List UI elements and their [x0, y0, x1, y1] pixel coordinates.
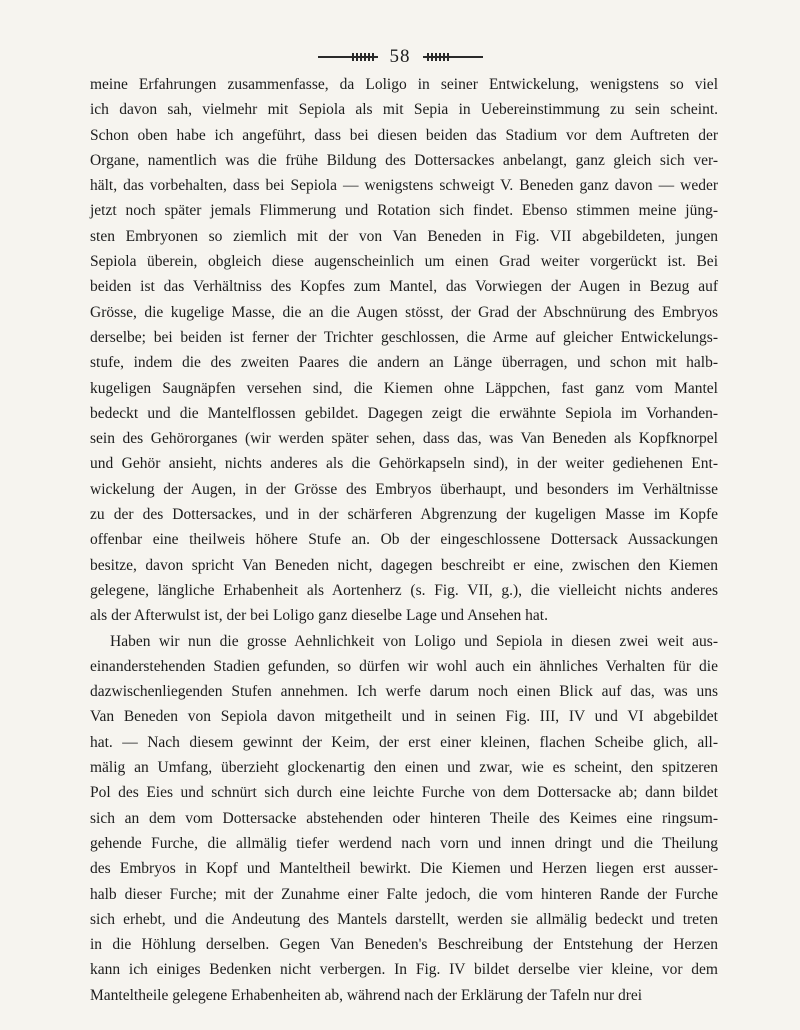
- text-line: jetzt noch später jemals Flimmerung und Rotation sich findet. Ebenso stimmen meine jüng-: [90, 202, 718, 220]
- text-line: kugeligen Saugnäpfen versehen sind, die Kiemen ohne Läppchen, fast ganz vom Mantel: [90, 379, 718, 397]
- text-line: stufe, indem die des zweiten Paares die andern an Länge überragen, und schon mit halb-: [90, 354, 718, 372]
- text-line: gehende Furche, die allmälig tiefer werdend nach vorn und innen dringt und die Theilung: [90, 834, 718, 852]
- text-line: Sepiola überein, obgleich diese augenscheinlich um einen Grad weiter vorgerückt ist. Bei: [90, 253, 718, 271]
- text-line: hält, das vorbehalten, dass bei Sepiola — wenigstens schweigt V. Beneden ganz davon — weder: [90, 177, 718, 195]
- text-line: sten Embryonen so ziemlich mit der von Van Beneden in Fig. VII abgebildeten, jungen: [90, 227, 718, 245]
- text-line: dazwischenliegenden Stufen annehmen. Ich werfe darum noch einen Blick auf das, was uns: [90, 683, 718, 701]
- text-line: beiden ist das Verhältniss des Kopfes zum Mantel, das Vorwiegen der Augen in Bezug auf: [90, 278, 718, 296]
- text-line: bedeckt und die Mantelflossen gebildet. Dagegen zeigt die erwähnte Sepiola im Vorhanden-: [90, 404, 718, 422]
- ornament-right-icon: [423, 52, 483, 62]
- text-line: sich erhebt, und die Andeutung des Mantels darstellt, werden sie allmälig bedeckt und treten: [90, 910, 718, 928]
- text-line: Manteltheile gelegene Erhabenheiten ab, während nach der Erklärung der Tafeln nur drei: [90, 986, 643, 1004]
- text-line: halb dieser Furche; mit der Zunahme einer Falte jedoch, die vom hinteren Rande der Furche: [90, 885, 718, 903]
- text-line: ich davon sah, vielmehr mit Sepiola als mit Sepia in Uebereinstimmung zu sein scheint.: [90, 101, 718, 119]
- text-line: derselbe; bei beiden ist ferner der Trichter geschlossen, die Arme auf gleicher Entwickelungs-: [90, 328, 718, 346]
- body-text: [90, 72, 718, 1008]
- text-line: des Embryos in Kopf und Manteltheil bewirkt. Die Kiemen und Herzen liegen erst ausser-: [90, 860, 718, 878]
- page-header: [0, 46, 800, 68]
- ornament-left-icon: [318, 52, 378, 62]
- text-line: meine Erfahrungen zusammenfasse, da Loligo in seiner Entwickelung, wenigstens so viel: [90, 76, 718, 93]
- text-line: Schon oben habe ich angeführt, dass bei diesen beiden das Stadium vor dem Auftreten der: [90, 126, 718, 144]
- text-line: Grösse, die kugelige Masse, die an die Augen stösst, der Grad der Abschnürung des Embryos: [90, 303, 718, 321]
- text-line: offenbar eine theilweis höhere Stufe an. Ob der eingeschlossene Dottersack Aussackungen: [90, 531, 718, 549]
- text-line: mälig an Umfang, überzieht glockenartig den einen und zwar, wie es scheint, den spitzeren: [90, 759, 718, 777]
- text-line: Haben wir nun die grosse Aehnlichkeit von Loligo und Sepiola in diesen zwei weit aus-: [110, 632, 718, 650]
- text-line: gelegene, längliche Erhabenheit als Aortenherz (s. Fig. VII, g.), die vielleicht nichts anderes: [90, 581, 718, 599]
- text-line: Pol des Eies und schnürt sich durch eine leichte Furche von dem Dottersacke ab; dann bildet: [90, 784, 718, 802]
- text-line: wickelung der Augen, in der Grösse des Embryos überhaupt, und besonders im Verhältnisse: [90, 480, 718, 498]
- text-line: sich an dem vom Dottersacke abstehenden oder hinteren Theile des Keimes eine ringsum-: [90, 809, 718, 827]
- text-line: kann ich einiges Bedenken nicht verbergen. In Fig. IV bildet derselbe vier kleine, vor dem: [90, 961, 718, 979]
- text-line: besitze, davon spricht Van Beneden nicht, dagegen beschreibt er eine, zwischen den Kiemen: [90, 556, 718, 574]
- text-line: zu der des Dottersackes, und in der schärferen Abgrenzung der kugeligen Masse im Kopfe: [90, 506, 718, 524]
- text-line: Van Beneden von Sepiola davon mitgetheilt und in seinen Fig. III, IV und VI abgebildet: [90, 708, 718, 726]
- text-line: einanderstehenden Stadien gefunden, so dürfen wir wohl auch ein ähnliches Verhalten für die: [90, 657, 718, 675]
- text-line: in die Höhlung derselben. Gegen Van Beneden's Beschreibung der Entstehung der Herzen: [90, 936, 718, 954]
- text-line: als der Afterwulst ist, der bei Loligo ganz dieselbe Lage und Ansehen hat.: [90, 607, 548, 625]
- text-line: sein des Gehörorganes (wir werden später sehen, dass das, was Van Beneden als Kopfknorpel: [90, 430, 718, 448]
- text-line: Organe, namentlich was die frühe Bildung des Dottersackes anbelangt, ganz gleich sich ver-: [90, 151, 718, 169]
- text-line: hat. — Nach diesem gewinnt der Keim, der erst einer kleinen, flachen Scheibe glich, all-: [90, 733, 718, 751]
- page-number: 58: [389, 46, 411, 67]
- text-line: und Gehör ansieht, nichts anderes als die Gehörkapseln sind), in der weiter gediehenen Ent-: [90, 455, 718, 473]
